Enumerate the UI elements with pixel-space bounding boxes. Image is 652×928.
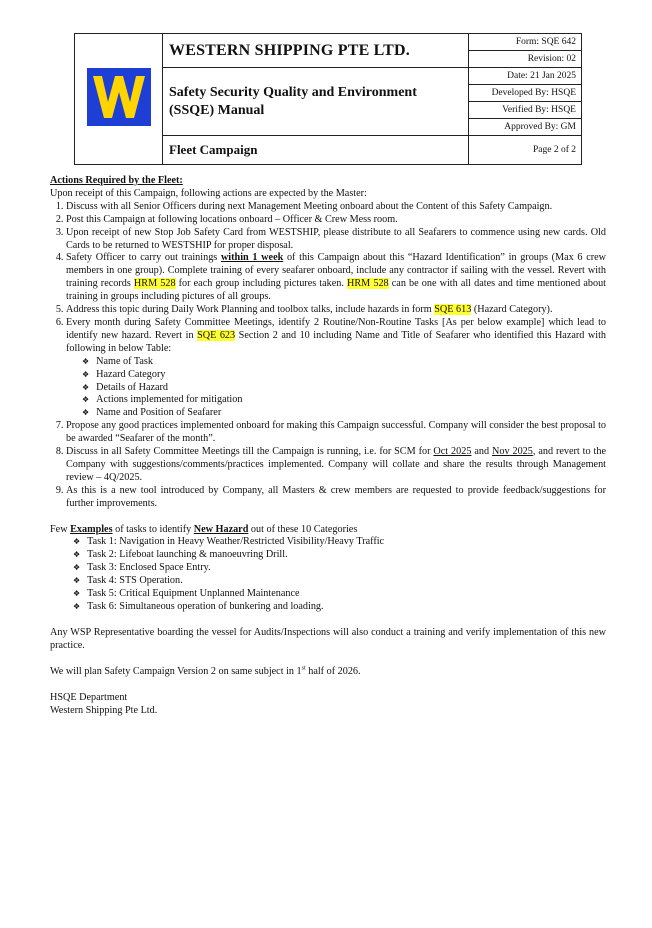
- table-field: ❖ Details of Hazard: [82, 382, 606, 395]
- signature-company: Western Shipping Pte Ltd.: [50, 704, 158, 716]
- examples-intro: Few Examples of tasks to identify New Hazard out of these 10 Categories: [50, 523, 358, 535]
- actions-list: [50, 201, 606, 511]
- training-deadline: within 1 week: [220, 252, 284, 264]
- issue-date: Date: 21 Jan 2025: [469, 68, 582, 85]
- document-body: [50, 175, 606, 717]
- table-field: ❖ Name and Position of Seafarer: [82, 407, 606, 420]
- table-field: ❖ Hazard Category: [82, 369, 606, 382]
- example-task: ❖ Task 6: Simultaneous operation of bunkering and loading.: [73, 601, 606, 614]
- action-item-8: 8. Discuss in all Safety Committee Meetings till the Campaign is running, i.e. for SCM for Oct 2025 and Nov 2025, and revert to the Company with suggestions/comments/practices implemented. Company will collate and share the results through Management review – 4Q/2025.: [66, 446, 606, 485]
- example-task: ❖ Task 5: Critical Equipment Unplanned Maintenance: [73, 588, 606, 601]
- action-item-6: 6. Every month during Safety Committee Meetings, identify 2 Routine/Non-Routine Tasks [As per below example] which lead to identify new hazard. Revert in SQE 623 Section 2 and 10 including Name and Title of Seafarer who identified this Hazard with following in below Table: ❖ Name of Task ❖ Hazard Category ❖ Details of Hazard ❖ Actions implemented for mitigation ❖ Name and Position of Seafarer: [66, 317, 606, 420]
- page-number: Page 2 of 2: [469, 136, 582, 165]
- form-ref-hrm528: HRM 528: [347, 278, 389, 290]
- example-task: ❖ Task 1: Navigation in Heavy Weather/Restricted Visibility/Heavy Traffic: [73, 536, 606, 549]
- company-logo: [87, 68, 151, 126]
- form-ref-sqe623: SQE 623: [197, 329, 236, 341]
- signature-department: HSQE Department: [50, 691, 128, 703]
- logo-cell: [75, 34, 163, 165]
- action-item-9: 9. As this is a new tool introduced by Company, all Masters & crew members are requested to provide feedback/suggestions for further improvements.: [66, 485, 606, 511]
- action-item-5: 5. Address this topic during Daily Work Planning and toolbox talks, include hazards in form SQE 613 (Hazard Category).: [66, 304, 606, 317]
- manual-title: Safety Security Quality and Environment (SSQE) Manual: [163, 68, 469, 136]
- action-item-4: 4. Safety Officer to carry out trainings within 1 week of this Campaign about this “Hazard Identification” in groups (Max 6 crew members in one group). Complete training of every seafarer onboard, include any contractor if sailing with the vessel. Revert with training records HRM 528 for each group including pictures taken. HRM 528 can be one with all dates and time mentioned about training in groups including pictures of all groups.: [66, 252, 606, 304]
- table-field: ❖ Name of Task: [82, 356, 606, 369]
- form-ref-hrm528: HRM 528: [133, 278, 176, 290]
- company-name: WESTERN SHIPPING PTE LTD.: [163, 34, 469, 68]
- action-item-3: 3. Upon receipt of new Stop Job Safety Card from WESTSHIP, please distribute to all Seafarers to commence using new cards. Old Cards to be returned to WESTSHIP for proper disposal.: [66, 227, 606, 253]
- verified-by: Verified By: HSQE: [469, 102, 582, 119]
- closing-para-2: We will plan Safety Campaign Version 2 on same subject in 1st half of 2026.: [50, 665, 361, 677]
- closing-para-1: Any WSP Representative boarding the vessel for Audits/Inspections will also conduct a training and verify implementation of this new practice.: [50, 626, 606, 651]
- document-header: [74, 33, 582, 165]
- example-task: ❖ Task 2: Lifeboat launching & manoeuvring Drill.: [73, 549, 606, 562]
- action-item-7: 7. Propose any good practices implemented onboard for making this Campaign successful. Company will consider the best proposal to be awarded “Seafarer of the month”.: [66, 420, 606, 446]
- actions-heading: Actions Required by the Fleet:: [50, 175, 183, 186]
- table-fields-list: [66, 356, 606, 421]
- section-title: Fleet Campaign: [163, 136, 469, 165]
- actions-intro: Upon receipt of this Campaign, following actions are expected by the Master:: [50, 187, 367, 199]
- example-task: ❖ Task 3: Enclosed Space Entry.: [73, 562, 606, 575]
- form-number: Form: SQE 642: [469, 34, 582, 51]
- table-field: ❖ Actions implemented for mitigation: [82, 394, 606, 407]
- approved-by: Approved By: GM: [469, 119, 582, 136]
- developed-by: Developed By: HSQE: [469, 85, 582, 102]
- form-ref-sqe613: SQE 613: [434, 304, 472, 316]
- action-item-1: 1. Discuss with all Senior Officers during next Management Meeting onboard about the Content of this Safety Campaign.: [66, 201, 606, 214]
- action-item-2: 2. Post this Campaign at following locations onboard – Officer & Crew Mess room.: [66, 214, 606, 227]
- example-task: ❖ Task 4: STS Operation.: [73, 575, 606, 588]
- revision: Revision: 02: [469, 51, 582, 68]
- examples-list: [50, 536, 606, 613]
